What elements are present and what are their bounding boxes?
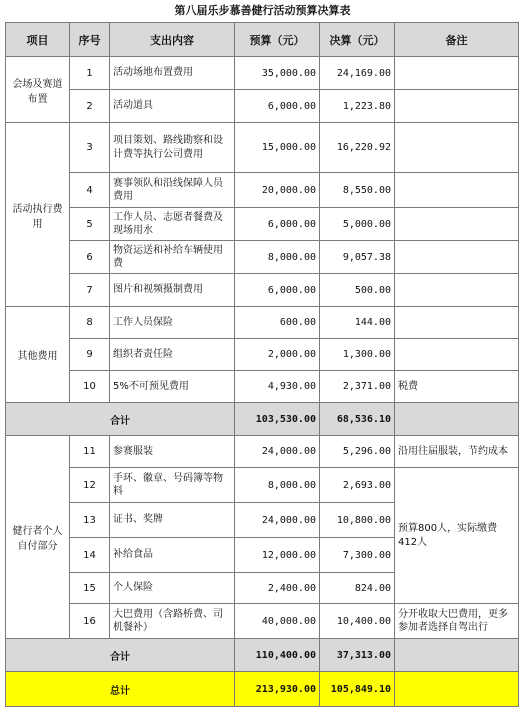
row-budget: 4,930.00 — [235, 371, 320, 403]
row-note — [395, 339, 519, 371]
row-number: 11 — [70, 436, 110, 468]
table-row — [6, 123, 519, 173]
row-actual: 24,169.00 — [320, 57, 395, 90]
row-budget: 2,400.00 — [235, 573, 320, 604]
row-actual: 10,400.00 — [320, 604, 395, 639]
row-budget: 40,000.00 — [235, 604, 320, 639]
row-actual: 2,693.00 — [320, 468, 395, 503]
row-item: 工作人员、志愿者餐费及现场用水 — [110, 208, 235, 241]
row-number: 16 — [70, 604, 110, 639]
row-budget: 24,000.00 — [235, 436, 320, 468]
row-note — [395, 173, 519, 208]
row-budget: 6,000.00 — [235, 208, 320, 241]
header-category: 项目 — [6, 23, 70, 57]
row-actual: 500.00 — [320, 274, 395, 307]
row-budget: 8,000.00 — [235, 468, 320, 503]
row-budget: 24,000.00 — [235, 503, 320, 538]
row-note: 沿用往届服装，节约成本 — [395, 436, 519, 468]
row-budget: 12,000.00 — [235, 538, 320, 573]
header-note: 备注 — [395, 23, 519, 57]
subtotal-note — [395, 639, 519, 672]
subtotal-label: 合计 — [6, 639, 235, 672]
row-actual: 1,300.00 — [320, 339, 395, 371]
row-item: 图片和视频摄制费用 — [110, 274, 235, 307]
row-number: 1 — [70, 57, 110, 90]
row-actual: 2,371.00 — [320, 371, 395, 403]
row-budget: 15,000.00 — [235, 123, 320, 173]
grand-total-label: 总计 — [6, 672, 235, 707]
subtotal-actual: 68,536.10 — [320, 403, 395, 436]
table-row — [6, 436, 519, 468]
budget-table — [5, 22, 519, 707]
row-note — [395, 90, 519, 123]
grand-total-note — [395, 672, 519, 707]
row-item: 个人保险 — [110, 573, 235, 604]
row-number: 12 — [70, 468, 110, 503]
subtotal-row — [6, 403, 519, 436]
row-number: 9 — [70, 339, 110, 371]
category-cell: 活动执行费用 — [6, 123, 70, 307]
category-cell: 健行者个人自付部分 — [6, 436, 70, 639]
grand-total-row — [6, 672, 519, 707]
row-note: 税费 — [395, 371, 519, 403]
row-number: 7 — [70, 274, 110, 307]
row-note: 分开收取大巴费用，更多参加者选择自驾出行 — [395, 604, 519, 639]
header-budget: 预算（元） — [235, 23, 320, 57]
grand-total-actual: 105,849.10 — [320, 672, 395, 707]
row-note: 预算800人，实际缴费412人 — [395, 468, 519, 604]
row-budget: 6,000.00 — [235, 90, 320, 123]
table-row — [6, 57, 519, 90]
header-number: 序号 — [70, 23, 110, 57]
subtotal-row — [6, 639, 519, 672]
table-title: 第八届乐步慕善健行活动预算决算表 — [174, 4, 351, 17]
category-cell: 其他费用 — [6, 307, 70, 403]
row-note — [395, 208, 519, 241]
row-item: 大巴费用（含路桥费、司机餐补） — [110, 604, 235, 639]
row-actual: 5,296.00 — [320, 436, 395, 468]
subtotal-budget: 110,400.00 — [235, 639, 320, 672]
header-actual: 决算（元） — [320, 23, 395, 57]
row-number: 6 — [70, 241, 110, 274]
row-actual: 16,220.92 — [320, 123, 395, 173]
row-note — [395, 307, 519, 339]
row-budget: 20,000.00 — [235, 173, 320, 208]
header-row — [6, 23, 519, 57]
row-note — [395, 241, 519, 274]
row-item: 活动道具 — [110, 90, 235, 123]
row-item: 赛事领队和沿线保障人员费用 — [110, 173, 235, 208]
table-row — [6, 241, 519, 274]
row-budget: 8,000.00 — [235, 241, 320, 274]
row-actual: 7,300.00 — [320, 538, 395, 573]
row-number: 5 — [70, 208, 110, 241]
row-number: 15 — [70, 573, 110, 604]
table-row — [6, 371, 519, 403]
row-item: 组织者责任险 — [110, 339, 235, 371]
table-row — [6, 274, 519, 307]
row-budget: 2,000.00 — [235, 339, 320, 371]
row-item: 活动场地布置费用 — [110, 57, 235, 90]
row-number: 8 — [70, 307, 110, 339]
row-budget: 600.00 — [235, 307, 320, 339]
row-actual: 10,800.00 — [320, 503, 395, 538]
table-row — [6, 90, 519, 123]
table-row — [6, 173, 519, 208]
row-item: 手环、徽章、号码簿等物料 — [110, 468, 235, 503]
grand-total-budget: 213,930.00 — [235, 672, 320, 707]
row-budget: 35,000.00 — [235, 57, 320, 90]
table-row — [6, 604, 519, 639]
row-actual: 144.00 — [320, 307, 395, 339]
table-row — [6, 468, 519, 503]
table-row — [6, 339, 519, 371]
row-actual: 9,057.38 — [320, 241, 395, 274]
row-actual: 8,550.00 — [320, 173, 395, 208]
row-item: 项目策划、路线勘察和设计费等执行公司费用 — [110, 123, 235, 173]
row-actual: 824.00 — [320, 573, 395, 604]
row-item: 参赛服装 — [110, 436, 235, 468]
table-row — [6, 307, 519, 339]
subtotal-note — [395, 403, 519, 436]
row-budget: 6,000.00 — [235, 274, 320, 307]
row-item: 5%不可预见费用 — [110, 371, 235, 403]
row-note — [395, 274, 519, 307]
row-item: 物资运送和补给车辆使用费 — [110, 241, 235, 274]
row-number: 10 — [70, 371, 110, 403]
header-item: 支出内容 — [110, 23, 235, 57]
row-item: 工作人员保险 — [110, 307, 235, 339]
row-number: 13 — [70, 503, 110, 538]
subtotal-actual: 37,313.00 — [320, 639, 395, 672]
category-cell: 会场及赛道布置 — [6, 57, 70, 123]
row-number: 3 — [70, 123, 110, 173]
row-actual: 5,000.00 — [320, 208, 395, 241]
subtotal-budget: 103,530.00 — [235, 403, 320, 436]
row-number: 2 — [70, 90, 110, 123]
row-note — [395, 57, 519, 90]
table-row — [6, 208, 519, 241]
row-number: 4 — [70, 173, 110, 208]
row-note — [395, 123, 519, 173]
row-item: 补给食品 — [110, 538, 235, 573]
row-actual: 1,223.80 — [320, 90, 395, 123]
row-number: 14 — [70, 538, 110, 573]
subtotal-label: 合计 — [6, 403, 235, 436]
row-item: 证书、奖牌 — [110, 503, 235, 538]
